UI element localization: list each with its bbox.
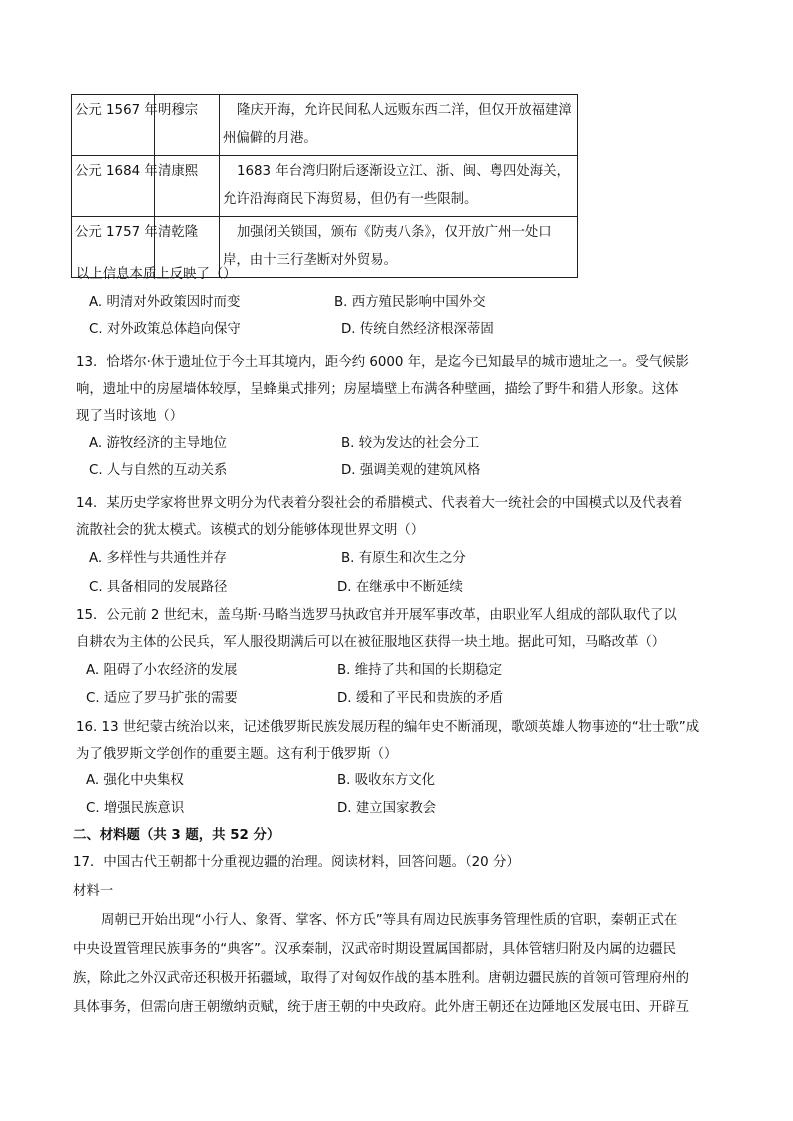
year-cell: 公元 1567 年 bbox=[72, 95, 155, 156]
material-line3: 族，除此之外汉武帝还积极开拓疆域，取得了对匈奴作战的基本胜利。唐朝边疆民族的首领可管理府州的 bbox=[73, 971, 689, 986]
q12-stem: 以上信息本质上反映了（） bbox=[76, 267, 237, 282]
q13-stem-line1: 13．恰塔尔·休于遗址位于今土耳其境内，距今约 6000 年，是迄今已知最早的城市遗址之一。受气候影 bbox=[76, 355, 689, 370]
q13-stem-line2: 响，遗址中的房屋墙体较厚，呈蜂巢式排列；房屋墙壁上布满各种壁画，描绘了野牛和猎人形象。这体 bbox=[76, 382, 679, 397]
q17-stem: 17．中国古代王朝都十分重视边疆的治理。阅读材料，回答问题。（20 分） bbox=[73, 855, 520, 870]
section-heading: 二、材料题（共 3 题，共 52 分） bbox=[73, 828, 281, 843]
q15-stem-line2: 自耕农为主体的公民兵，军人服役期满后可以在被征服地区获得一块土地。据此可知，马略改革（） bbox=[76, 635, 666, 650]
q13-stem-line3: 现了当时该地（） bbox=[76, 409, 184, 424]
q16-option-a[interactable]: A. 强化中央集权 bbox=[86, 773, 184, 788]
q13-option-a[interactable]: A. 游牧经济的主导地位 bbox=[89, 436, 227, 451]
q16-stem-line2: 为了俄罗斯文学创作的重要主题。这有利于俄罗斯（） bbox=[76, 747, 398, 762]
q14-stem-line2: 流散社会的犹太模式。该模式的划分能够体现世界文明（） bbox=[76, 523, 425, 538]
q14-option-a[interactable]: A. 多样性与共通性并存 bbox=[89, 551, 227, 566]
q13-option-d[interactable]: D. 强调美观的建筑风格 bbox=[341, 463, 481, 478]
q16-stem-line1: 16. 13 世纪蒙古统治以来，记述俄罗斯民族发展历程的编年史不断涌现，歌颂英雄人物事迹的“壮士歌”成 bbox=[76, 720, 700, 735]
policy-cell: 1683 年台湾归附后逐渐设立江、浙、闽、粤四处海关，允许沿海商民下海贸易，但仍有一些限制。 bbox=[220, 156, 578, 217]
q16-option-d[interactable]: D. 建立国家教会 bbox=[337, 801, 437, 816]
emperor-cell: 明穆宗 bbox=[155, 95, 220, 156]
q15-option-b[interactable]: B. 维持了共和国的长期稳定 bbox=[337, 663, 502, 678]
q12-option-c[interactable]: C. 对外政策总体趋向保守 bbox=[89, 322, 241, 337]
q14-option-b[interactable]: B. 有原生和次生之分 bbox=[341, 551, 466, 566]
q13-option-b[interactable]: B. 较为发达的社会分工 bbox=[341, 436, 480, 451]
emperor-cell: 清乾隆 bbox=[155, 217, 220, 278]
material-label: 材料一 bbox=[73, 884, 114, 899]
year-cell: 公元 1757 年 bbox=[72, 217, 155, 278]
q12-option-a[interactable]: A. 明清对外政策因时而变 bbox=[89, 295, 241, 310]
table-row bbox=[72, 95, 578, 156]
year-cell: 公元 1684 年 bbox=[72, 156, 155, 217]
q12-option-d[interactable]: D. 传统自然经济根深蒂固 bbox=[341, 322, 494, 337]
q16-option-c[interactable]: C. 增强民族意识 bbox=[86, 801, 185, 816]
policy-table bbox=[71, 94, 578, 278]
material-line1: 周朝已开始出现“小行人、象胥、掌客、怀方氏”等具有周边民族事务管理性质的官职，秦朝正式在 bbox=[101, 913, 678, 928]
table-row bbox=[72, 156, 578, 217]
q15-option-d[interactable]: D. 缓和了平民和贵族的矛盾 bbox=[337, 691, 504, 706]
q16-option-b[interactable]: B. 吸收东方文化 bbox=[337, 773, 436, 788]
emperor-cell: 清康熙 bbox=[155, 156, 220, 217]
q15-option-a[interactable]: A. 阻碍了小农经济的发展 bbox=[86, 663, 238, 678]
q14-option-d[interactable]: D. 在继承中不断延续 bbox=[337, 580, 463, 595]
q13-option-c[interactable]: C. 人与自然的互动关系 bbox=[89, 463, 228, 478]
material-line4: 具体事务，但需向唐王朝缴纳贡赋，统于唐王朝的中央政府。此外唐王朝还在边陲地区发展屯田、开辟互 bbox=[73, 1000, 689, 1015]
q15-stem-line1: 15．公元前 2 世纪末，盖乌斯·马略当选罗马执政官并开展军事改革，由职业军人组成的部队取代了以 bbox=[76, 608, 677, 623]
policy-cell: 加强闭关锁国，颁布《防夷八条》，仅开放广州一处口岸，由十三行垄断对外贸易。 bbox=[220, 217, 578, 278]
q14-option-c[interactable]: C. 具备相同的发展路径 bbox=[89, 580, 228, 595]
policy-cell: 隆庆开海，允许民间私人远贩东西二洋，但仅开放福建漳州偏僻的月港。 bbox=[220, 95, 578, 156]
q15-option-c[interactable]: C. 适应了罗马扩张的需要 bbox=[86, 691, 238, 706]
q14-stem-line1: 14．某历史学家将世界文明分为代表着分裂社会的希腊模式、代表着大一统社会的中国模式以及代表着 bbox=[76, 496, 683, 511]
q12-option-b[interactable]: B. 西方殖民影响中国外交 bbox=[334, 295, 486, 310]
material-line2: 中央设置管理民族事务的“典客”。汉承秦制，汉武帝时期设置属国都尉，具体管辖归附及内属的边疆民 bbox=[73, 942, 677, 957]
